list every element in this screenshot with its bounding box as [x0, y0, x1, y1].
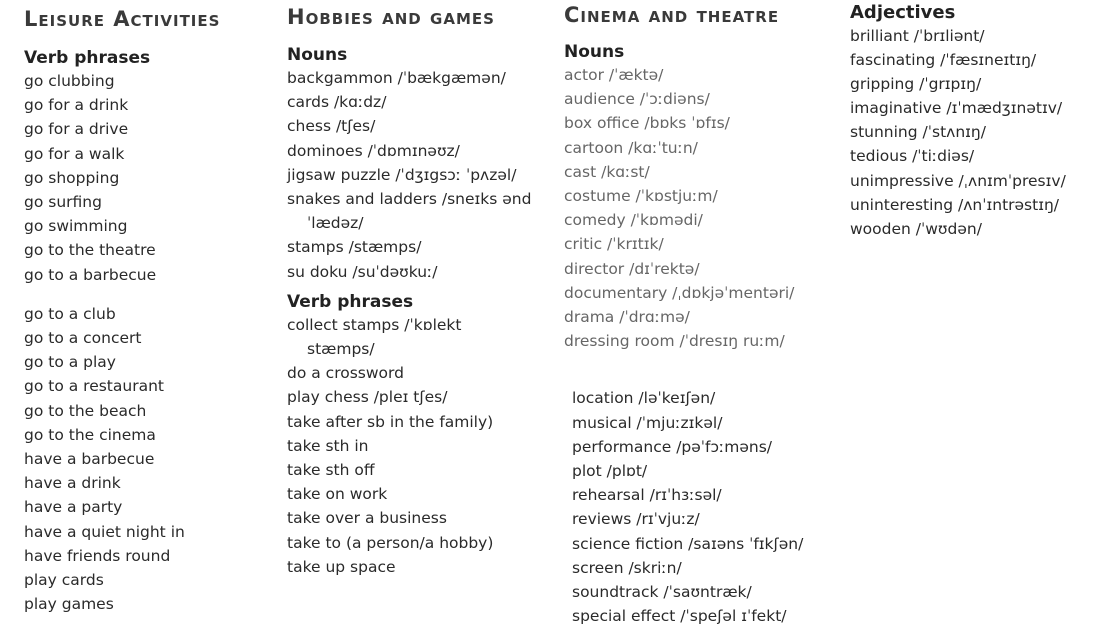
adjectives-title: Adjectives: [850, 2, 956, 23]
list-item: [287, 361, 547, 385]
list-item: [287, 260, 547, 284]
list-item: cast /kɑːst/: [564, 162, 650, 181]
list-item: audience /ˈɔːdiəns/: [564, 90, 710, 109]
adjectives-column: [850, 0, 1090, 241]
list-item: drama /ˈdrɑːmə/: [564, 308, 690, 327]
list-item: go to the theatre: [24, 241, 156, 260]
list-item: reviews /rɪˈvjuːz/: [572, 510, 700, 529]
list-item: [287, 555, 547, 579]
list-item: director /dɪˈrektə/: [564, 259, 700, 278]
list-item: box office /bɒks ˈɒfɪs/: [564, 114, 730, 133]
list-item: go to the beach: [24, 401, 147, 420]
list-item: play cards: [24, 571, 104, 590]
list-item: go for a drive: [24, 120, 129, 139]
entry-text: play chess /pleɪ tʃes/: [287, 388, 448, 407]
leisure-activities-title: Leisure Activities: [24, 7, 221, 31]
entry-text: take to (a person/a hobby): [287, 533, 494, 552]
cinema-nouns-heading: Nouns: [564, 42, 625, 62]
entry-text: dominoes /ˈdɒmɪnəʊz/: [287, 141, 460, 160]
hobbies-nouns-list: [287, 66, 547, 284]
list-item: actor /ˈæktə/: [564, 66, 664, 84]
list-item: have friends round: [24, 546, 171, 565]
list-item: dressing room /ˈdresɪŋ ruːm/: [564, 332, 785, 351]
entry-text: take after sb in the family): [287, 412, 494, 431]
list-item: wooden /ˈwʊdən/: [850, 219, 982, 238]
list-item: [287, 458, 547, 482]
list-item: go for a walk: [24, 144, 125, 163]
entry-continuation: ˈlædəz/: [307, 214, 364, 233]
list-item: go shopping: [24, 168, 120, 187]
list-item: unimpressive /ˌʌnɪmˈpresɪv/: [850, 171, 1066, 190]
entry-text: snakes and ladders /sneɪks ənd: [287, 190, 532, 209]
list-item: [287, 235, 547, 259]
list-item: have a party: [24, 498, 123, 517]
list-item: gripping /ˈgrɪpɪŋ/: [850, 75, 982, 94]
leisure-verb-list-1: [24, 69, 274, 287]
list-item: go clubbing: [24, 72, 115, 90]
list-item: cartoon /kɑːˈtuːn/: [564, 138, 698, 157]
list-item: soundtrack /ˈsaʊntræk/: [572, 583, 752, 602]
list-item: tedious /ˈtiːdiəs/: [850, 147, 975, 166]
list-item: [287, 385, 547, 409]
list-item: [287, 410, 547, 434]
list-item: go for a drink: [24, 96, 129, 115]
entry-text: su doku /suˈdəʊkuː/: [287, 262, 438, 281]
list-item: plot /plɒt/: [572, 462, 648, 481]
list-item: [287, 139, 547, 163]
list-item: [287, 163, 547, 187]
list-item: have a barbecue: [24, 450, 155, 469]
cinema-nouns-list-1: [564, 63, 844, 353]
entry-text: collect stamps /ˈkɒlekt: [287, 315, 462, 334]
cinema-column: [564, 0, 844, 628]
list-item: [287, 434, 547, 458]
list-item: comedy /ˈkɒmədi/: [564, 211, 703, 230]
list-item: uninteresting /ʌnˈɪntrəstɪŋ/: [850, 195, 1060, 214]
list-item: go to a club: [24, 304, 116, 323]
hobbies-title: Hobbies and games: [287, 5, 495, 29]
list-item: stunning /ˈstʌnɪŋ/: [850, 123, 986, 142]
list-item: [287, 506, 547, 530]
adjectives-list: [850, 24, 1090, 241]
list-item: science fiction /saɪəns ˈfɪkʃən/: [572, 534, 804, 553]
list-item: screen /skriːn/: [572, 558, 682, 577]
cinema-title: Cinema and theatre: [564, 3, 780, 27]
entry-text: cards /kɑːdz/: [287, 93, 387, 112]
entry-text: take on work: [287, 485, 388, 504]
entry-continuation: stæmps/: [307, 340, 375, 359]
leisure-activities-column: [24, 0, 274, 616]
hobbies-nouns-heading: Nouns: [287, 45, 348, 65]
list-item: imaginative /ɪˈmædʒɪnətɪv/: [850, 99, 1063, 118]
list-item: play games: [24, 595, 114, 614]
list-item: [287, 531, 547, 555]
list-item: go surfing: [24, 193, 102, 212]
entry-text: take sth off: [287, 461, 375, 480]
list-item: rehearsal /rɪˈhɜːsəl/: [572, 486, 722, 505]
list-item: have a drink: [24, 474, 121, 493]
list-item: special effect /ˈspeʃəl ɪˈfekt/: [572, 607, 787, 626]
list-item: performance /pəˈfɔːməns/: [572, 437, 773, 456]
list-item: go to a play: [24, 353, 116, 372]
list-item: [287, 66, 547, 90]
leisure-verb-list-2: [24, 302, 274, 617]
list-item: brilliant /ˈbrɪliənt/: [850, 27, 985, 45]
list-item: have a quiet night in: [24, 522, 185, 541]
list-item: location /ləˈkeɪʃən/: [572, 389, 716, 408]
verb-phrases-heading: Verb phrases: [24, 48, 151, 68]
cinema-nouns-list-2: [572, 386, 844, 628]
hobbies-verb-phrases-heading: Verb phrases: [287, 291, 414, 312]
list-item: go to a restaurant: [24, 377, 164, 396]
entry-text: chess /tʃes/: [287, 117, 376, 136]
list-item: go to a barbecue: [24, 265, 157, 284]
list-item: musical /ˈmjuːzɪkəl/: [572, 413, 723, 432]
list-item: [287, 313, 547, 361]
entry-text: jigsaw puzzle /ˈdʒɪgsɔː ˈpʌzəl/: [287, 165, 517, 184]
list-item: critic /ˈkrɪtɪk/: [564, 235, 664, 254]
entry-text: take up space: [287, 557, 396, 576]
list-item: go to a concert: [24, 329, 142, 348]
entry-text: take sth in: [287, 436, 369, 455]
hobbies-column: [287, 0, 547, 579]
entry-text: stamps /stæmps/: [287, 238, 422, 257]
list-item: fascinating /ˈfæsɪneɪtɪŋ/: [850, 51, 1037, 70]
list-item: go swimming: [24, 217, 128, 236]
list-item: costume /ˈkɒstjuːm/: [564, 187, 718, 206]
list-item: [287, 482, 547, 506]
hobbies-verbs-list: [287, 313, 547, 579]
list-item: go to the cinema: [24, 425, 156, 444]
list-item: documentary /ˌdɒkjəˈmentəri/: [564, 283, 795, 302]
list-item: [287, 114, 547, 138]
entry-text: do a crossword: [287, 364, 404, 383]
entry-text: backgammon /ˈbækgæmən/: [287, 69, 506, 87]
entry-text: take over a business: [287, 509, 447, 528]
list-item: [287, 187, 547, 235]
list-item: [287, 90, 547, 114]
